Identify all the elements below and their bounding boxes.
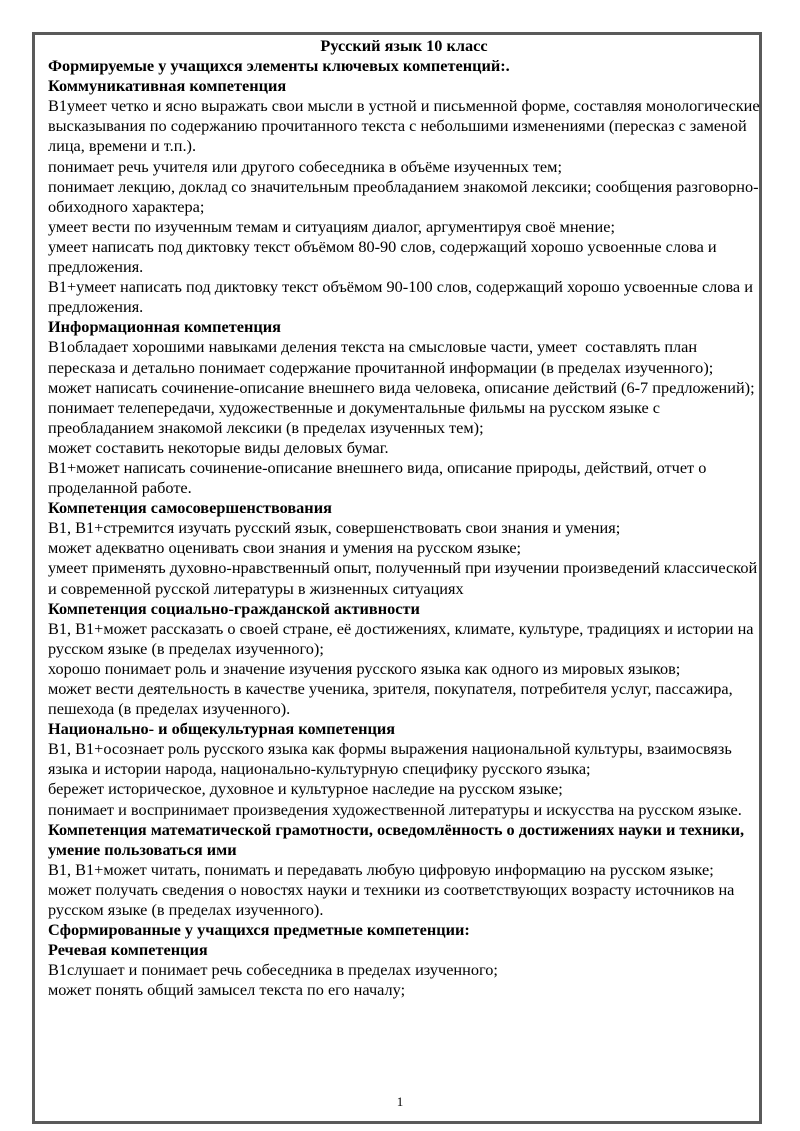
paragraph: может понять общий замысел текста по его началу; (48, 980, 406, 1000)
paragraph: В1, В1+может читать, понимать и передавать любую цифровую информацию на русском языке; (48, 859, 714, 879)
paragraph: В1умеет четко и ясно выражать свои мысли в устной и письменной форме, составляя монологические высказывания по содержанию прочитанного текста с небольшими изменениями (пересказ с заменой лица, времени и т.п.). (48, 96, 764, 156)
paragraph: В1+умеет написать под диктовку текст объёмом 90-100 слов, содержащий хорошо усвоенные слова и предложения. (48, 277, 758, 317)
paragraph: может написать сочинение-описание внешнего вида человека, описание действий (6-7 предложений); (48, 377, 755, 397)
section-heading-communicative: Коммуникативная компетенция (48, 76, 287, 96)
section-heading-speech: Речевая компетенция (48, 940, 208, 960)
paragraph: хорошо понимает роль и значение изучения русского языка как одного из мировых языков; (48, 658, 681, 678)
subject-competencies-heading: Сформированные у учащихся предметные компетенции: (48, 920, 470, 940)
paragraph: В1, В1+может рассказать о своей стране, её достижениях, климате, культуре, традициях и истории на русском языке (в пределах изученного); (48, 618, 758, 658)
paragraph: бережет историческое, духовное и культурное наследие на русском языке; (48, 779, 563, 799)
paragraph: понимает и воспринимает произведения художественной литературы и искусства на русском языке. (48, 799, 742, 819)
paragraph: может адекватно оценивать свои знания и умения на русском языке; (48, 538, 522, 558)
paragraph: В1слушает и понимает речь собеседника в пределах изученного; (48, 960, 498, 980)
section-heading-information: Информационная компетенция (48, 317, 281, 337)
section-heading-math-literacy: Компетенция математической грамотности, осведомлённость о достижениях науки и техники, умение пользоваться ими (48, 819, 745, 859)
page-number: 1 (396, 1094, 404, 1109)
paragraph: понимает лекцию, доклад со значительным преобладанием знакомой лексики; сообщения разговорно-обиходного характера; (48, 176, 759, 216)
paragraph: понимает телепередачи, художественные и документальные фильмы на русском языке с преобладанием знакомой лексики (в пределах изученных тем); (48, 397, 665, 437)
paragraph: понимает речь учителя или другого собеседника в объёме изученных тем; (48, 156, 562, 176)
paragraph: умеет написать под диктовку текст объёмом 80-90 слов, содержащий хорошо усвоенные слова и предложения. (48, 236, 721, 277)
key-competencies-heading: Формируемые у учащихся элементы ключевых компетенций:. (48, 56, 510, 76)
paragraph: В1, В1+осознает роль русского языка как формы выражения национальной культуры, взаимосвязь языка и истории народа, национально-культурную специфику русского языка; (48, 739, 736, 779)
section-heading-civic-activity: Компетенция социально-гражданской активности (48, 598, 420, 618)
paragraph: может вести деятельность в качестве ученика, зрителя, покупателя, потребителя услуг, пассажира, пешехода (в пределах изученного). (48, 679, 737, 719)
paragraph: может получать сведения о новостях науки и техники из соответствующих возрасту источников на русском языке (в пределах изученного). (48, 879, 739, 920)
paragraph: В1, В1+стремится изучать русский язык, совершенствовать свои знания и умения; (48, 518, 621, 538)
paragraph: умеет вести по изученным темам и ситуациям диалог, аргументируя своё мнение; (48, 216, 615, 236)
paragraph: В1обладает хорошими навыками деления текста на смысловые части, умеет составлять план пересказа и детально понимает содержание прочитанной информации (в пределах изученного); (48, 337, 714, 377)
document-body (48, 36, 764, 1001)
paragraph: умеет применять духовно-нравственный опыт, полученный при изучении произведений классической и современной русской литературы в жизненных ситуациях (48, 558, 762, 598)
paragraph: может составить некоторые виды деловых бумаг. (48, 437, 389, 457)
paragraph: В1+может написать сочинение-описание внешнего вида, описание природы, действий, отчет о проделанной работе. (48, 457, 711, 498)
section-heading-self-improvement: Компетенция самосовершенствования (48, 498, 332, 518)
section-heading-cultural: Национально- и общекультурная компетенция (48, 719, 396, 739)
document-title: Русский язык 10 класс (320, 36, 488, 55)
